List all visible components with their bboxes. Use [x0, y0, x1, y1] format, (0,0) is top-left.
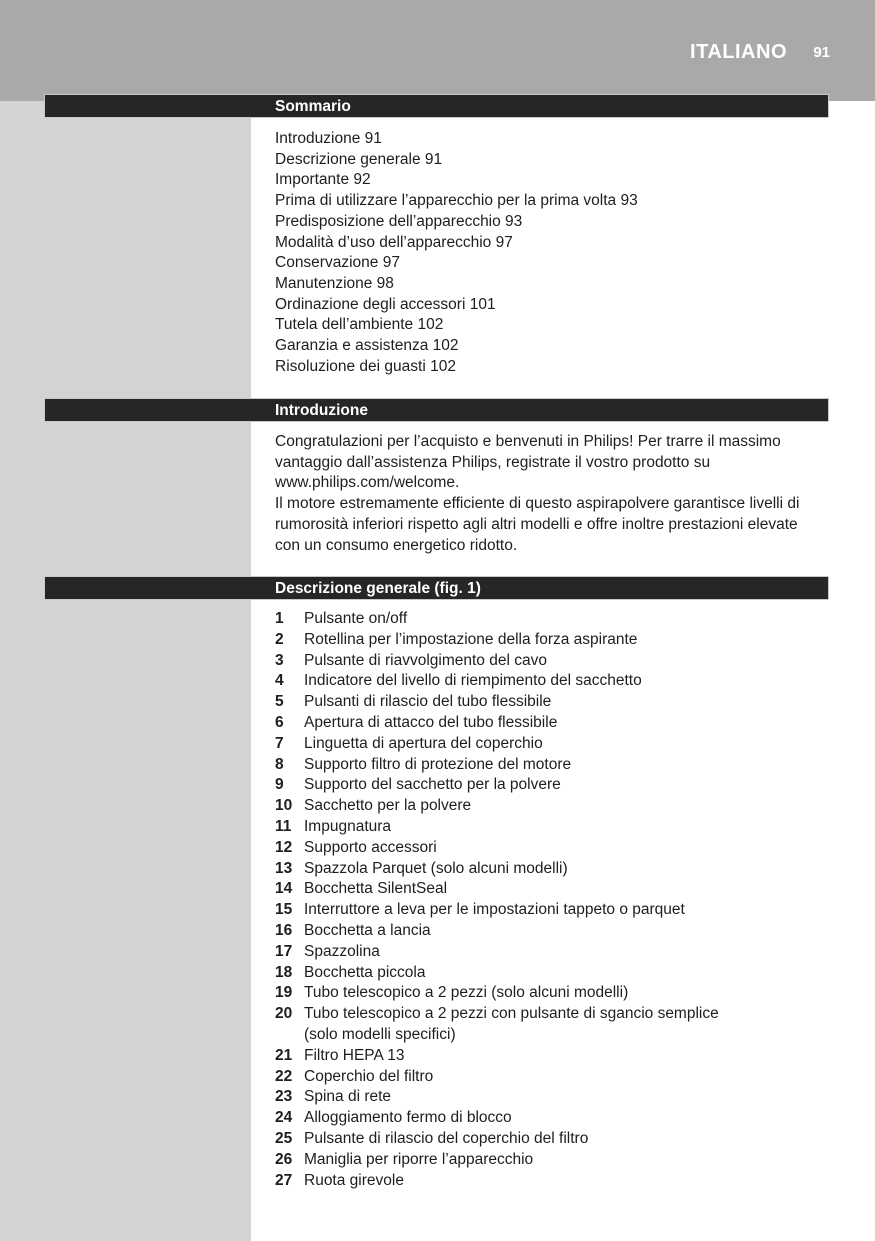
item-label: Supporto filtro di protezione del motore: [304, 755, 572, 773]
item-number: 24: [275, 1109, 293, 1127]
list-item: [275, 900, 745, 921]
item-label: Linguetta di apertura del coperchio: [304, 734, 543, 752]
item-label: Filtro HEPA 13: [304, 1046, 405, 1064]
toc-entry: Predisposizione dell’apparecchio 93: [275, 212, 523, 230]
intro-paragraph: Il motore estremamente efficiente di questo aspirapolvere garantisce livelli di rumorosità inferiori rispetto agli altri modelli e offre inoltre prestazioni elevate con un consumo energetico ridotto.: [275, 495, 800, 554]
item-label: Pulsante di rilascio del coperchio del filtro: [304, 1129, 589, 1147]
list-item: [275, 796, 745, 817]
item-label: Bocchetta a lancia: [304, 921, 431, 939]
item-label: Tubo telescopico a 2 pezzi (solo alcuni modelli): [304, 984, 629, 1002]
intro-body: [275, 432, 820, 556]
item-label: Pulsante di riavvolgimento del cavo: [304, 651, 547, 669]
list-item: [275, 755, 745, 776]
item-label: Pulsanti di rilascio del tubo flessibile: [304, 693, 552, 711]
item-number: 20: [275, 1005, 293, 1023]
item-label: Sacchetto per la polvere: [304, 797, 472, 815]
item-number: 23: [275, 1088, 293, 1106]
item-label: Impugnatura: [304, 817, 392, 835]
item-number: 8: [275, 755, 284, 773]
page-number: 91: [813, 44, 830, 61]
item-number: 7: [275, 734, 284, 752]
header-band: [0, 0, 875, 101]
item-number: 10: [275, 797, 293, 815]
list-item: [275, 1046, 745, 1067]
item-label: Apertura di attacco del tubo flessibile: [304, 713, 558, 731]
toc-entry: Prima di utilizzare l’apparecchio per la prima volta 93: [275, 192, 638, 210]
list-item: [275, 609, 745, 630]
toc-entry: Importante 92: [275, 171, 371, 189]
item-number: 15: [275, 901, 293, 919]
item-number: 25: [275, 1129, 293, 1147]
list-item: [275, 630, 745, 651]
toc-entry: Modalità d’uso dell’apparecchio 97: [275, 233, 513, 251]
item-label: Spina di rete: [304, 1088, 392, 1106]
parts-list: [275, 609, 745, 1191]
section-title-introduzione: Introduzione: [275, 402, 368, 419]
item-label: Supporto del sacchetto per la polvere: [304, 776, 561, 794]
list-item: [275, 651, 745, 672]
list-item: [275, 713, 745, 734]
item-number: 26: [275, 1150, 293, 1168]
item-label: Bocchetta piccola: [304, 963, 426, 981]
item-number: 17: [275, 942, 293, 960]
toc-entry: Descrizione generale 91: [275, 150, 443, 168]
section-title-descrizione: Descrizione generale (fig. 1): [275, 580, 481, 597]
item-number: 9: [275, 776, 284, 794]
list-item: [275, 1067, 745, 1088]
list-item: [275, 963, 745, 984]
section-bar-sommario: [44, 94, 829, 118]
section-title-sommario: Sommario: [275, 98, 351, 115]
toc-entry: Risoluzione dei guasti 102: [275, 357, 456, 375]
item-number: 22: [275, 1067, 293, 1085]
item-label: Bocchetta SilentSeal: [304, 880, 448, 898]
item-label: Supporto accessori: [304, 838, 437, 856]
toc-entry: Ordinazione degli accessori 101: [275, 295, 496, 313]
list-item: [275, 734, 745, 755]
item-label: Maniglia per riporre l’apparecchio: [304, 1150, 534, 1168]
toc-entry: Tutela dell’ambiente 102: [275, 316, 444, 334]
item-label: Pulsante on/off: [304, 610, 408, 627]
list-item: [275, 879, 745, 900]
item-number: 4: [275, 672, 284, 690]
list-item: [275, 817, 745, 838]
list-item: [275, 859, 745, 880]
item-label: Spazzola Parquet (solo alcuni modelli): [304, 859, 568, 877]
item-number: 12: [275, 838, 293, 856]
item-number: 16: [275, 921, 293, 939]
list-item: [275, 921, 745, 942]
parts-description: [275, 609, 745, 1191]
list-item: [275, 1171, 745, 1192]
item-number: 2: [275, 630, 284, 648]
list-item: [275, 1150, 745, 1171]
item-number: 18: [275, 963, 293, 981]
item-number: 27: [275, 1171, 293, 1189]
item-number: 1: [275, 610, 284, 627]
toc-entry: Manutenzione 98: [275, 274, 394, 292]
item-label: Ruota girevole: [304, 1171, 404, 1189]
section-bar-introduzione: [44, 398, 829, 422]
item-number: 14: [275, 880, 293, 898]
list-item: [275, 1129, 745, 1150]
item-number: 19: [275, 984, 293, 1002]
item-number: 13: [275, 859, 293, 877]
item-number: 21: [275, 1046, 293, 1064]
left-margin-panel: [0, 0, 251, 1241]
item-number: 6: [275, 713, 284, 731]
intro-paragraph: Congratulazioni per l’acquisto e benvenuti in Philips! Per trarre il massimo vantaggio dall’assistenza Philips, registrate il vostro prodotto su www.philips.com/welcome.: [275, 433, 781, 492]
toc-entry: Garanzia e assistenza 102: [275, 337, 459, 355]
list-item: [275, 983, 745, 1004]
list-item: [275, 775, 745, 796]
list-item: [275, 942, 745, 963]
language-label: ITALIANO: [690, 41, 787, 63]
table-of-contents: [275, 129, 835, 377]
list-item: [275, 1087, 745, 1108]
toc-entry: Introduzione 91: [275, 130, 382, 147]
list-item: [275, 671, 745, 692]
list-item: [275, 692, 745, 713]
item-number: 11: [275, 817, 292, 835]
item-label: Tubo telescopico a 2 pezzi con pulsante di sgancio semplice (solo modelli specifici): [304, 1005, 719, 1043]
list-item: [275, 1108, 745, 1129]
item-label: Alloggiamento fermo di blocco: [304, 1109, 512, 1127]
toc-entry: Conservazione 97: [275, 254, 400, 272]
item-number: 5: [275, 693, 284, 711]
item-label: Rotellina per l’impostazione della forza aspirante: [304, 630, 638, 648]
item-label: Spazzolina: [304, 942, 380, 960]
item-label: Coperchio del filtro: [304, 1067, 434, 1085]
item-label: Indicatore del livello di riempimento del sacchetto: [304, 672, 642, 690]
item-label: Interruttore a leva per le impostazioni tappeto o parquet: [304, 901, 685, 919]
item-number: 3: [275, 651, 284, 669]
list-item: [275, 1004, 745, 1046]
list-item: [275, 838, 745, 859]
